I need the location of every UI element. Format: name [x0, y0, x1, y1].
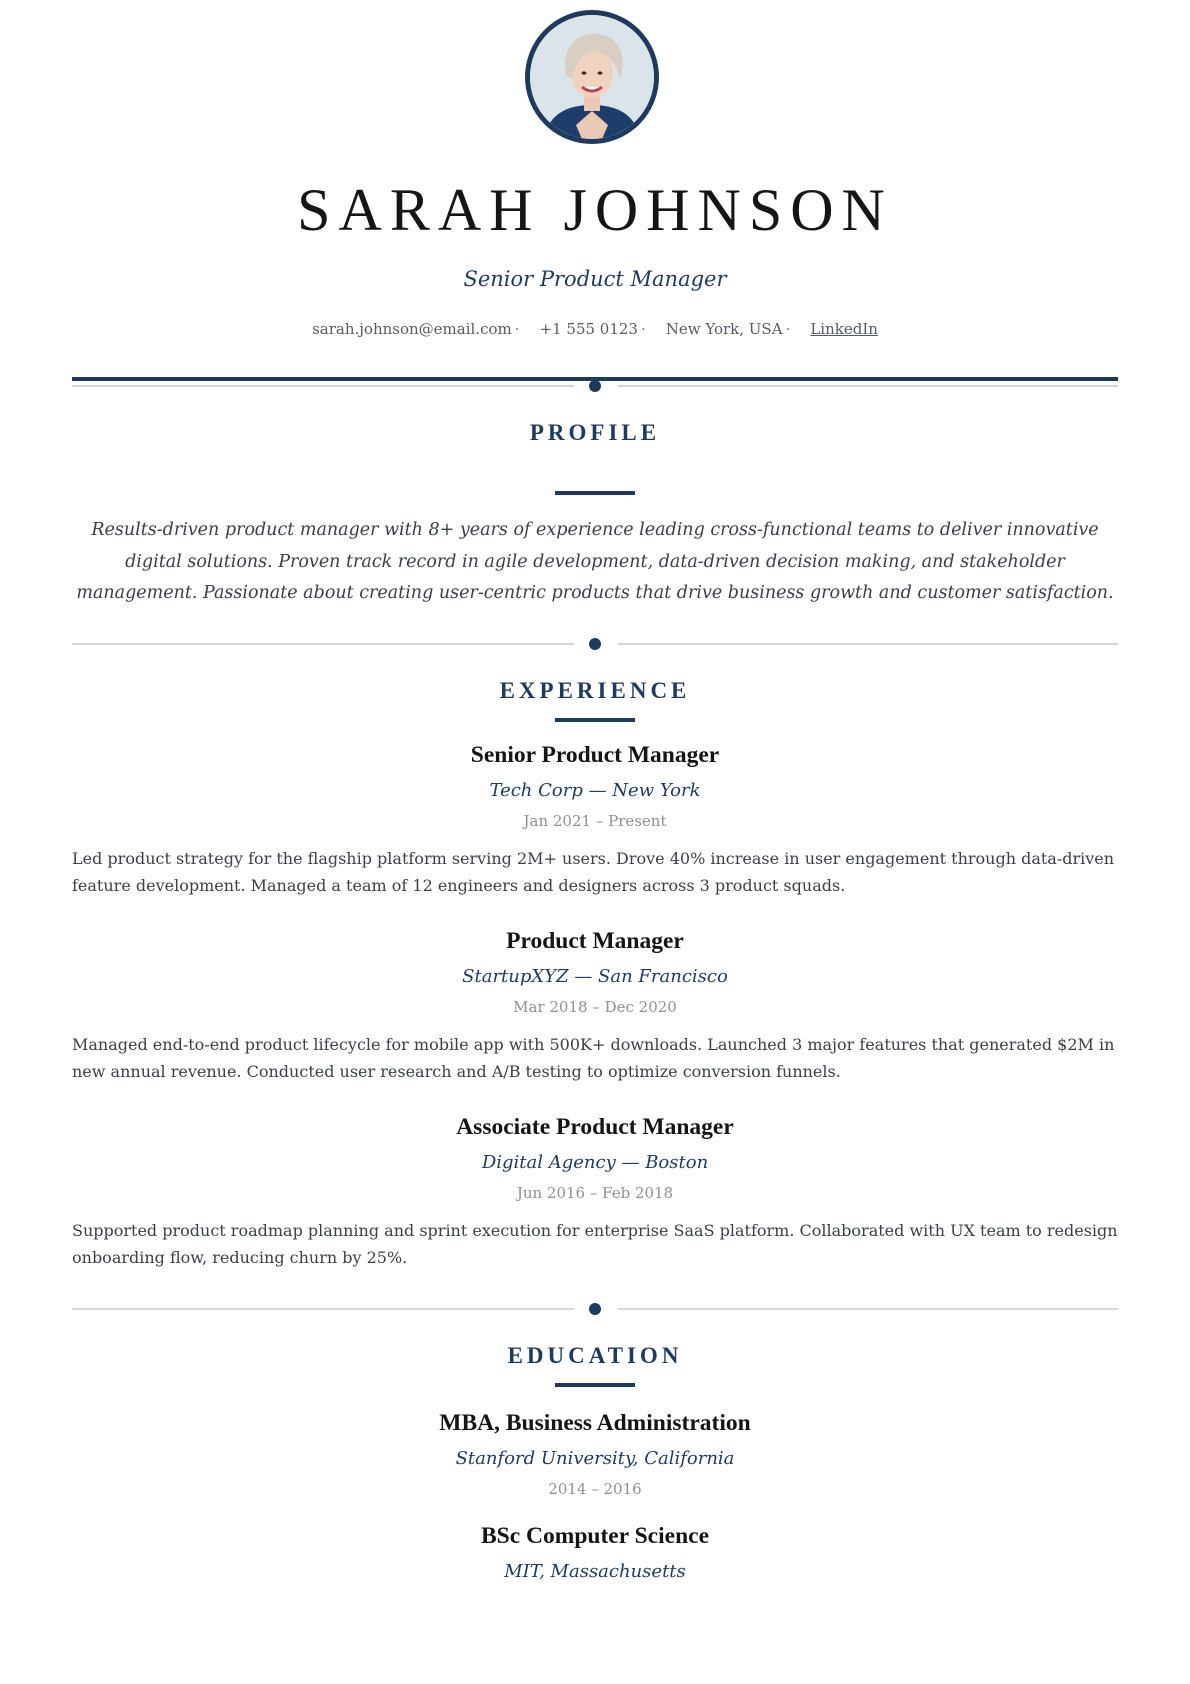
section-divider [72, 380, 1118, 392]
job-title: Senior Product Manager [470, 742, 720, 768]
job-description: Managed end-to-end product lifecycle for mobile app with 500K+ downloads. Launched 3 major features that generated $2M in new annual revenue. Conducted user research and A/B testing to optimize conversion funnels. [72, 1035, 1115, 1081]
degree-title: BSc Computer Science [480, 1523, 709, 1549]
profile-photo-icon [530, 15, 654, 139]
divider-dot-icon [589, 1303, 601, 1315]
avatar [525, 10, 659, 144]
contact-phone[interactable]: +1 555 0123 [539, 320, 638, 338]
contact-location: New York, USA [665, 320, 783, 338]
contact-separator: · [514, 320, 520, 338]
job-company: Digital Agency — Boston [481, 1152, 709, 1173]
school-name: MIT, Massachusetts [504, 1561, 686, 1582]
candidate-name: SARAH JOHNSON [297, 177, 893, 243]
degree-title: MBA, Business Administration [439, 1410, 751, 1436]
job-title: Product Manager [506, 928, 684, 954]
contact-separator: · [640, 320, 646, 338]
profile-heading: PROFILE [529, 420, 661, 445]
job-description: Supported product roadmap planning and sprint execution for enterprise SaaS platform. Collaborated with UX team to redesign onboarding flow, reducing churn by 25%. [72, 1221, 1118, 1267]
education-dates: 2014 – 2016 [548, 1480, 642, 1498]
job-title: Associate Product Manager [456, 1114, 734, 1140]
job-company: Tech Corp — New York [489, 780, 701, 801]
job-dates: Jun 2016 – Feb 2018 [516, 1184, 674, 1202]
candidate-title: Senior Product Manager [463, 267, 727, 291]
contact-email[interactable]: sarah.johnson@email.com [312, 320, 512, 338]
heading-underline [555, 1383, 635, 1387]
section-divider [72, 1303, 1118, 1315]
divider-dot-icon [589, 638, 601, 650]
section-divider [72, 638, 1118, 650]
heading-underline [555, 718, 635, 722]
education-heading: EDUCATION [507, 1343, 683, 1368]
job-description: Led product strategy for the flagship platform serving 2M+ users. Drove 40% increase in user engagement through data-driven feature development. Managed a team of 12 engineers and designers across 3 product squads. [72, 849, 1115, 895]
school-name: Stanford University, California [455, 1448, 735, 1469]
job-dates: Jan 2021 – Present [523, 812, 667, 830]
contact-line [72, 320, 1118, 338]
profile-summary: Results-driven product manager with 8+ years of experience leading cross-functional teams to deliver innovative digital solutions. Proven track record in agile development, data-driven decision making, and stakeholder management. Passionate about creating user-centric products that drive business growth and customer satisfaction. [76, 520, 1114, 603]
job-company: StartupXYZ — San Francisco [462, 966, 728, 987]
job-dates: Mar 2018 – Dec 2020 [513, 998, 677, 1016]
linkedin-link[interactable]: LinkedIn [810, 320, 878, 338]
divider-dot-icon [589, 380, 601, 392]
contact-separator: · [785, 320, 791, 338]
heading-underline [555, 491, 635, 495]
experience-heading: EXPERIENCE [499, 678, 691, 703]
